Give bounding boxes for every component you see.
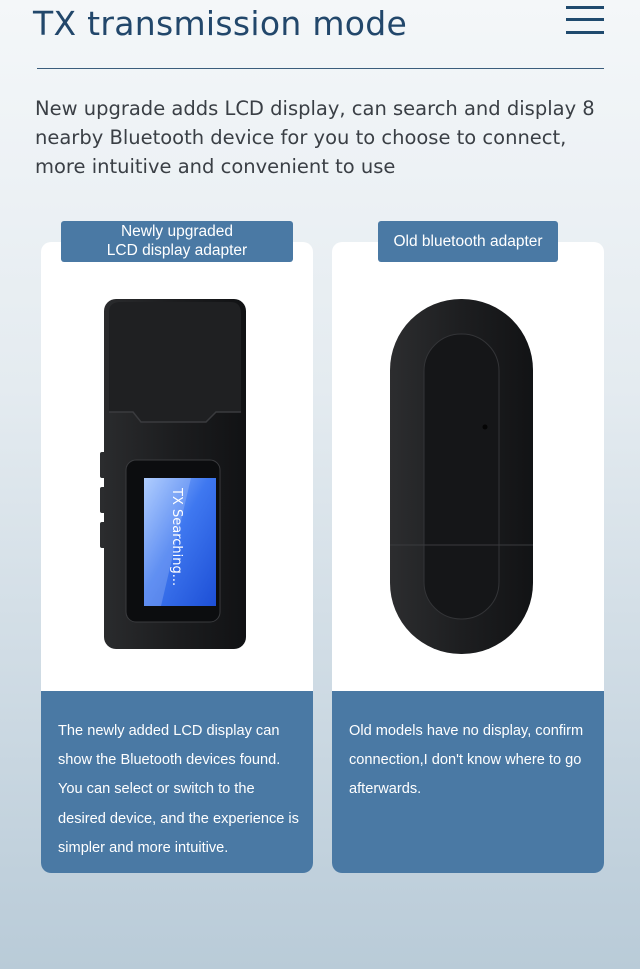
- lcd-adapter-description-panel: [41, 691, 313, 873]
- hamburger-menu-icon[interactable]: [566, 6, 604, 34]
- old-adapter-card: [332, 242, 604, 873]
- old-adapter-image: [332, 242, 604, 691]
- page-title: TX transmission mode: [33, 4, 408, 43]
- old-adapter-description: Old models have no display, confirm connection,I don't know where to go afterwards.: [349, 723, 584, 798]
- intro-text: New upgrade adds LCD display, can search and display 8 nearby Bluetooth device for you to choose to connect, more intuitive and convenient to use: [35, 97, 595, 178]
- old-adapter-description-panel: [332, 691, 604, 873]
- badge-line-2: LCD display adapter: [106, 242, 248, 259]
- lcd-screen-text: TX Searching...: [169, 488, 184, 587]
- lcd-adapter-description: The newly added LCD display can show the Bluetooth devices found. You can select or switch to the desired device, and the experience is simpler and more intuitive.: [58, 723, 299, 856]
- lcd-adapter-card: [41, 242, 313, 873]
- badge-line-1: Newly upgraded: [120, 223, 233, 240]
- old-adapter-badge: Old bluetooth adapter: [378, 221, 558, 262]
- title-divider: [37, 68, 604, 69]
- lcd-adapter-badge: [61, 221, 293, 262]
- lcd-adapter-image: [41, 242, 313, 691]
